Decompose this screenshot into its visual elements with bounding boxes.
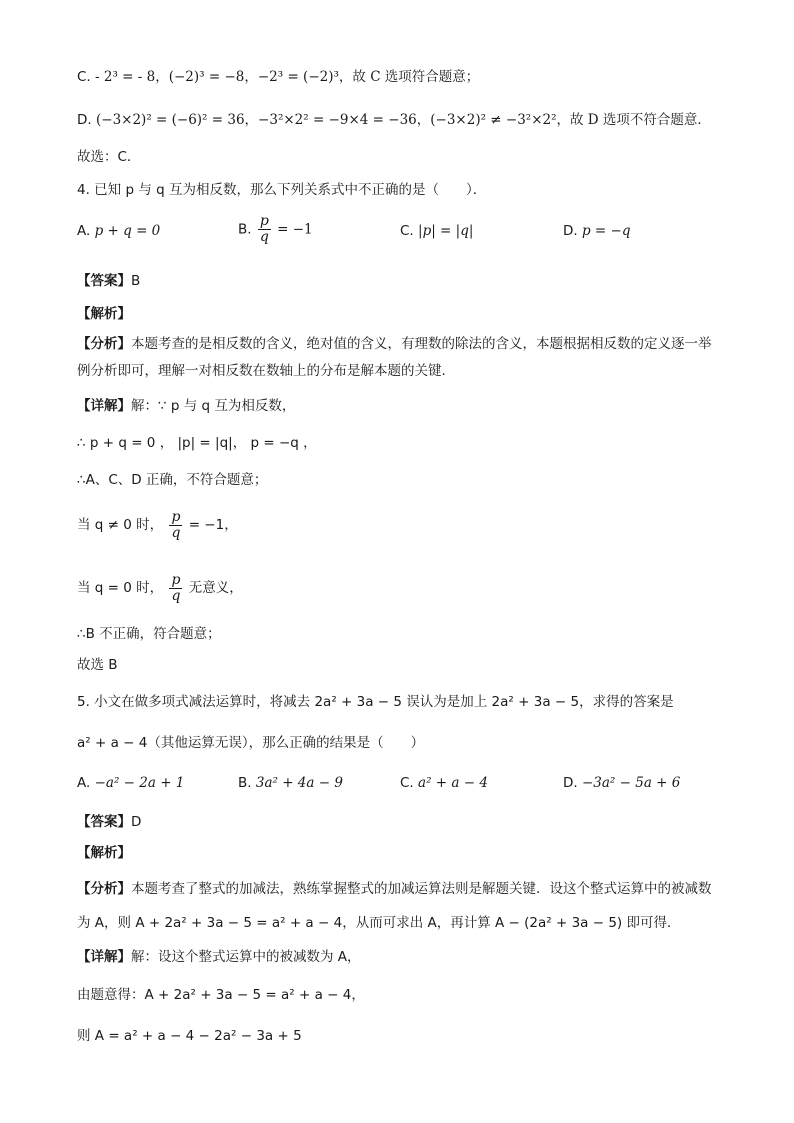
q4-option-a bbox=[77, 223, 160, 239]
numerator: p bbox=[259, 213, 269, 229]
detail-text: 解：设这个整式运算中的被减数为 A， bbox=[131, 949, 361, 965]
q4-stem: 4. 已知 p 与 q 互为相反数，那么下列关系式中不正确的是（ ）． bbox=[77, 182, 487, 198]
q5-option-a bbox=[77, 775, 184, 791]
q5-stem-1: 5. 小文在做多项式减法运算时，将减去 2a² + 3a − 5 误认为是加上 2a² + 3a − 5，求得的答案是 bbox=[77, 694, 674, 710]
option-label: D. bbox=[563, 223, 578, 239]
q5-option-d bbox=[563, 775, 680, 791]
fenxi-text: 本题考查了整式的加减法，熟练掌握整式的加减运算法则是解题关键．设这个整式运算中的被减数为 A，则 A + 2a² + 3a − 5 = a² + a − 4，从而可求出 A，再计算 A − (2a² + 3a − 5) 即可得． bbox=[77, 881, 712, 931]
case-text: 无意义， bbox=[188, 580, 243, 596]
fenxi-text: 本题考查的是相反数的含义，绝对值的含义，有理数的除法的含义，本题根据相反数的定义逐一举例分析即可，理解一对相反数在数轴上的分布是解本题的关键． bbox=[77, 336, 712, 379]
option-expr: 3a² + 4a − 9 bbox=[255, 775, 343, 791]
option-label: C. bbox=[400, 775, 414, 791]
fenxi-tag: 【分析】 bbox=[77, 881, 131, 897]
detail-tag: 【详解】 bbox=[77, 398, 131, 414]
option-expr: −3a² − 5a + 6 bbox=[581, 775, 681, 791]
prev-line-d bbox=[77, 110, 711, 130]
option-label: B. bbox=[238, 775, 252, 791]
denominator: q bbox=[171, 524, 181, 541]
option-expr: −a² − 2a + 1 bbox=[94, 775, 185, 791]
q5-analysis-tag: 【解析】 bbox=[77, 845, 131, 861]
q5-option-b bbox=[238, 775, 343, 791]
case-text: 当 q ≠ 0 时， bbox=[77, 517, 164, 533]
denominator: q bbox=[259, 229, 269, 245]
q4-answer bbox=[77, 271, 140, 291]
q5-option-c bbox=[400, 775, 488, 791]
q4-choice: 故选 B bbox=[77, 657, 118, 673]
option-label: B. bbox=[238, 221, 252, 238]
case-text: = −1， bbox=[188, 517, 238, 533]
equation: (−3×2)² = (−6)² = 36，−3²×2² = −9×4 = −36，(−3×2)² ≠ −3²×2²，故 D 选项不符合题意． bbox=[95, 112, 711, 128]
q4-option-b bbox=[238, 214, 313, 245]
q4-detail-1 bbox=[77, 396, 295, 416]
q5-fenxi bbox=[77, 872, 720, 940]
fraction bbox=[169, 573, 182, 604]
fraction bbox=[169, 510, 182, 541]
answer-value: D bbox=[131, 814, 142, 830]
option-expr: = −1 bbox=[277, 221, 313, 238]
denominator: q bbox=[171, 587, 181, 604]
prev-line-c bbox=[77, 67, 479, 87]
option-label: C. bbox=[77, 69, 91, 85]
q4-conclusion: ∴B 不正确，符合题意； bbox=[77, 626, 221, 642]
option-expr: |p| = |q| bbox=[418, 223, 474, 239]
case-text: 当 q = 0 时， bbox=[77, 580, 164, 596]
q5-answer bbox=[77, 812, 141, 832]
option-expr: a² + a − 4 bbox=[418, 775, 488, 791]
q5-detail-1 bbox=[77, 947, 361, 967]
q5-detail-2: 由题意得：A + 2a² + 3a − 5 = a² + a − 4， bbox=[77, 987, 365, 1003]
option-label: D. bbox=[563, 775, 578, 791]
q4-detail-2: ∴ p + q = 0 ， |p| = |q|， p = −q ， bbox=[77, 435, 317, 451]
q4-detail-3: ∴A、C、D 正确，不符合题意； bbox=[77, 472, 268, 488]
q5-detail-3: 则 A = a² + a − 4 − 2a² − 3a + 5 bbox=[77, 1028, 302, 1044]
q4-option-c bbox=[400, 223, 473, 239]
numerator: p bbox=[171, 571, 181, 588]
equation: - 2³ = - 8，(−2)³ = −8，−2³ = (−2)³，故 C 选项符合题意； bbox=[95, 69, 480, 85]
option-label: C. bbox=[400, 223, 414, 239]
answer-value: B bbox=[131, 273, 141, 289]
option-label: A. bbox=[77, 775, 91, 791]
prev-choice: 故选：C． bbox=[77, 149, 141, 165]
answer-tag: 【答案】 bbox=[77, 814, 131, 830]
q4-fenxi bbox=[77, 331, 720, 385]
q4-option-d bbox=[563, 223, 630, 239]
option-expr: p + q = 0 bbox=[94, 223, 161, 239]
option-label: D. bbox=[77, 112, 92, 128]
detail-tag: 【详解】 bbox=[77, 949, 131, 965]
q5-stem-2: a² + a − 4（其他运算无误），那么正确的结果是（ ） bbox=[77, 735, 425, 751]
answer-tag: 【答案】 bbox=[77, 273, 131, 289]
fraction bbox=[258, 214, 271, 245]
option-expr: p = −q bbox=[581, 223, 631, 239]
option-label: A. bbox=[77, 223, 91, 239]
q4-case-1 bbox=[77, 508, 238, 542]
q4-analysis-tag: 【解析】 bbox=[77, 306, 131, 322]
numerator: p bbox=[171, 508, 181, 525]
q4-case-2 bbox=[77, 571, 243, 605]
fenxi-tag: 【分析】 bbox=[77, 336, 131, 352]
detail-text: 解：∵ p 与 q 互为相反数， bbox=[131, 398, 296, 414]
